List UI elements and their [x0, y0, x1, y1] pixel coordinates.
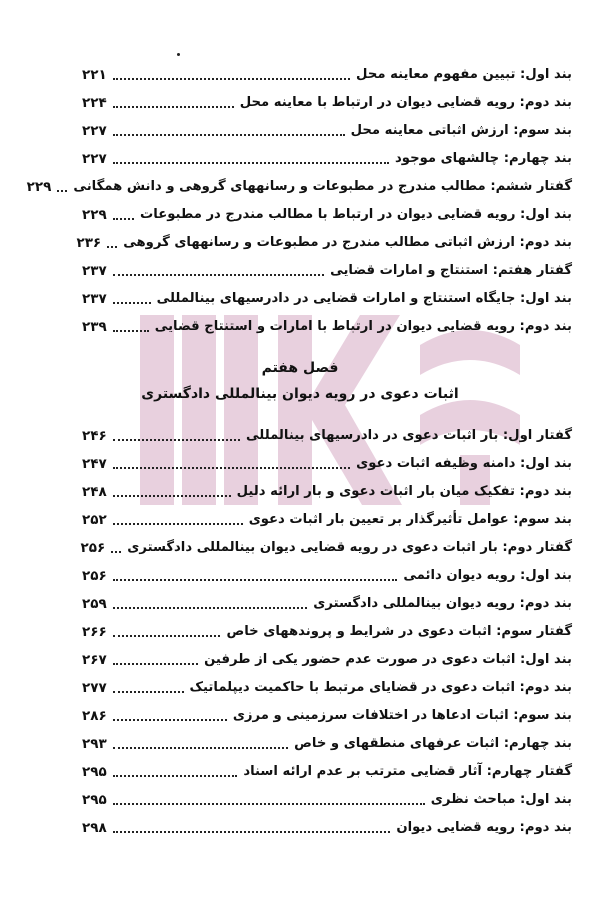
- toc-entry[interactable]: [82, 503, 572, 529]
- toc-entry-title: بند اول: اثبات دعوی در صورت عدم حضور یکی از طرفین: [204, 652, 572, 667]
- dot-leader: [113, 635, 221, 637]
- toc-entry-page: ۲۳۷: [82, 263, 107, 279]
- toc-entry[interactable]: [82, 615, 572, 641]
- toc-entry-page: ۲۳۶: [76, 235, 102, 251]
- toc-entry-title: بند چهارم: چالشهای موجود: [395, 151, 572, 166]
- dot-leader: [113, 495, 231, 497]
- dot-leader: [113, 218, 134, 220]
- dot-leader: [113, 330, 149, 332]
- chapter-title: فصل هفتم: [261, 360, 339, 376]
- dot-leader: [113, 719, 227, 721]
- dot-leader: [113, 523, 243, 525]
- toc-entry[interactable]: [82, 58, 572, 84]
- toc-entry-title: بند سوم: اثبات ادعاها در اختلافات سرزمینی و مرزی: [232, 708, 572, 723]
- dot-leader: [113, 831, 391, 833]
- toc-entry-page: ۲۲۷: [82, 123, 107, 139]
- toc-entry-title: بند اول: دامنه وظیفه اثبات دعوی: [356, 456, 572, 471]
- toc-entry-page: ۲۲۹: [82, 207, 107, 223]
- toc-entry-page: ۲۴۸: [82, 484, 107, 500]
- dot-leader: [113, 78, 350, 80]
- toc-entry[interactable]: [82, 671, 572, 697]
- toc-entry-page: ۲۲۱: [82, 67, 107, 83]
- dot-leader: [113, 775, 238, 777]
- dot-leader: [113, 579, 398, 581]
- toc-entry[interactable]: [82, 587, 572, 613]
- toc-entry[interactable]: [82, 198, 572, 224]
- toc-entry[interactable]: [82, 447, 572, 473]
- toc-entry-page: ۲۳۹: [82, 319, 107, 335]
- dot-leader: [113, 607, 308, 609]
- toc-entry-page: ۲۸۶: [82, 708, 107, 724]
- toc-entry-page: ۲۲۷: [82, 151, 107, 167]
- toc-entry[interactable]: [82, 254, 572, 280]
- toc-entry-title: گفتار ششم: مطالب مندرج در مطبوعات و رسانههای گروهی و دانش همگانی: [73, 179, 572, 194]
- toc-entry-title: بند اول: مباحث نظری: [430, 792, 572, 807]
- dot-leader: [113, 747, 288, 749]
- toc-entry-title: بند دوم: رویه قضایی دیوان: [396, 820, 572, 835]
- toc-entry[interactable]: [82, 86, 572, 112]
- toc-entry-title: بند سوم: عوامل تأثیرگذار بر تعیین بار اثبات دعوی: [248, 512, 572, 527]
- toc-entry[interactable]: [82, 783, 572, 809]
- toc-entry[interactable]: [82, 699, 572, 725]
- dot-leader: [113, 467, 350, 469]
- toc-entry[interactable]: [82, 531, 572, 557]
- toc-entry[interactable]: [76, 226, 572, 252]
- toc-entry-title: بند اول: رویه قضایی دیوان در ارتباط با مطالب مندرج در مطبوعات: [140, 207, 572, 222]
- toc-entry[interactable]: [82, 310, 572, 336]
- dot-leader: [113, 162, 389, 164]
- toc-entry-title: بند دوم: اثبات دعوی در قضایای مرتبط با حاکمیت دیپلماتیک: [189, 680, 572, 695]
- dot-leader: [107, 246, 117, 248]
- toc-entry-page: ۲۹۵: [82, 764, 107, 780]
- toc-entry[interactable]: [82, 282, 572, 308]
- toc-entry-title: بند دوم: رویه دیوان بینالمللی دادگستری: [313, 596, 572, 611]
- toc-entry-page: ۲۹۸: [82, 820, 107, 836]
- chapter-subtitle: اثبات دعوی در رویه دیوان بینالمللی دادگستری: [141, 386, 459, 402]
- toc-entry[interactable]: [82, 419, 572, 445]
- dot-leader: [113, 302, 151, 304]
- toc-entry-page: ۲۷۷: [82, 680, 107, 696]
- toc-entry-title: گفتار دوم: بار اثبات دعوی در رویه قضایی دیوان بینالمللی دادگستری: [127, 540, 572, 555]
- toc-entry-title: بند دوم: تفکیک میان بار اثبات دعوی و بار ارائه دلیل: [236, 484, 572, 499]
- toc-entry-title: بند اول: رویه دیوان دائمی: [403, 568, 572, 583]
- toc-entry[interactable]: [82, 559, 572, 585]
- toc-entry-title: بند دوم: رویه قضایی دیوان در ارتباط با امارات و استنتاج قضایی: [154, 319, 572, 334]
- toc-entry[interactable]: [82, 811, 572, 837]
- toc-entry-title: بند دوم: ارزش اثباتی مطالب مندرج در مطبوعات و رسانههای گروهی: [123, 235, 572, 250]
- toc-entry-title: گفتار اول: بار اثبات دعوی در دادرسیهای بینالمللی: [245, 428, 572, 443]
- dot-leader: [113, 439, 240, 441]
- toc-entry[interactable]: [82, 755, 572, 781]
- toc-entry[interactable]: [26, 170, 572, 196]
- toc-entry-page: ۲۹۳: [82, 736, 107, 752]
- dot-leader: [113, 134, 345, 136]
- toc-entry-title: بند اول: جایگاه استنتاج و امارات قضایی در دادرسیهای بینالمللی: [156, 291, 572, 306]
- toc-entry[interactable]: [82, 727, 572, 753]
- toc-entry-page: ۲۶۶: [82, 624, 107, 640]
- toc-entry-title: بند اول: تبیین مفهوم معاینه محل: [356, 67, 572, 82]
- toc-entry-page: ۲۵۶: [80, 540, 106, 556]
- toc-entry-title: گفتار سوم: اثبات دعوی در شرایط و پروندههای خاص: [226, 624, 572, 639]
- toc-entry[interactable]: [82, 142, 572, 168]
- toc-entry-page: ۲۴۷: [82, 456, 107, 472]
- toc-entry-page: ۲۳۷: [82, 291, 107, 307]
- toc-entry-page: ۲۹۵: [82, 792, 107, 808]
- toc-entry-title: گفتار هفتم: استنتاج و امارات قضایی: [330, 263, 572, 278]
- dot-leader: [113, 663, 198, 665]
- ink-speck: [177, 53, 180, 56]
- toc-entry-page: ۲۵۹: [82, 596, 107, 612]
- dot-leader: [57, 190, 67, 192]
- dot-leader: [113, 691, 184, 693]
- dot-leader: [111, 551, 121, 553]
- toc-entry-title: بند چهارم: اثبات عرفهای منطقهای و خاص: [294, 736, 572, 751]
- toc-entry-title: گفتار چهارم: آثار قضایی مترتب بر عدم ارائه اسناد: [243, 764, 572, 779]
- toc-entry-page: ۲۵۶: [82, 568, 107, 584]
- toc-entry-page: ۲۴۶: [82, 428, 107, 444]
- toc-entry-page: ۲۲۴: [82, 95, 107, 111]
- toc-entry[interactable]: [82, 643, 572, 669]
- dot-leader: [113, 803, 425, 805]
- toc-entry-page: ۲۶۷: [82, 652, 107, 668]
- dot-leader: [113, 274, 324, 276]
- toc-entry[interactable]: [82, 475, 572, 501]
- toc-entry-title: بند سوم: ارزش اثباتی معاینه محل: [350, 123, 572, 138]
- toc-entry-page: ۲۲۹: [26, 179, 52, 195]
- toc-entry[interactable]: [82, 114, 572, 140]
- toc-entry-page: ۲۵۲: [82, 512, 107, 528]
- dot-leader: [113, 106, 234, 108]
- toc-entry-title: بند دوم: رویه قضایی دیوان در ارتباط با معاینه محل: [239, 95, 572, 110]
